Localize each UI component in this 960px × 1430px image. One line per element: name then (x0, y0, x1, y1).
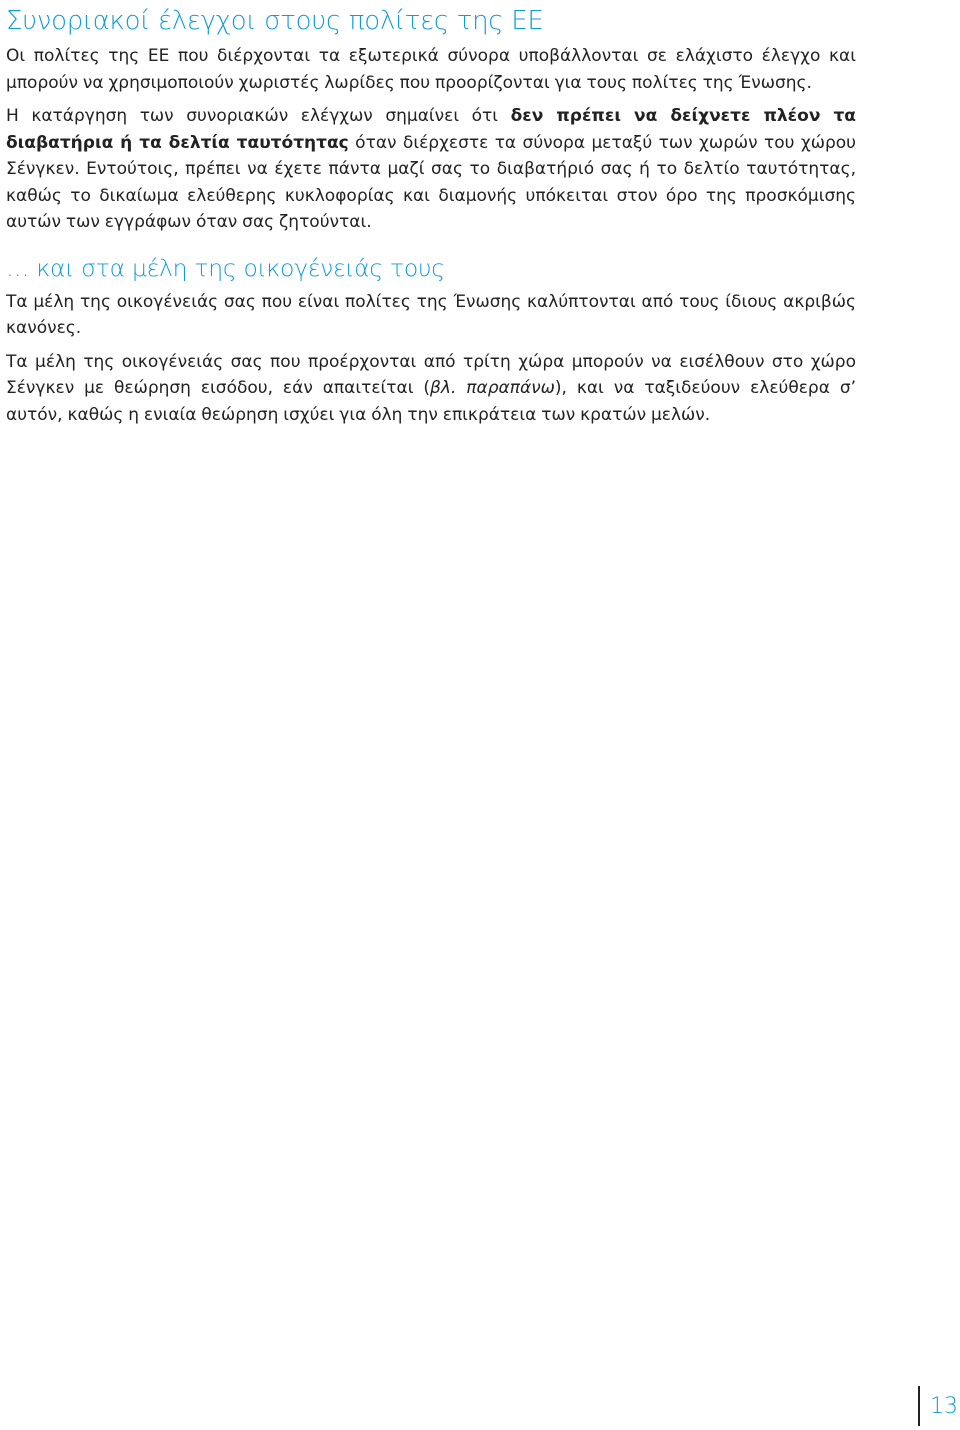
page-number: 13 (930, 1394, 958, 1419)
paragraph-third-country-family-members (6, 349, 856, 429)
page-number-box (918, 1386, 958, 1426)
document-page (6, 0, 856, 428)
paragraph-eu-family-members: Τα μέλη της οικογένειάς σας που είναι πολίτες της Ένωσης καλύπτονται από τους ίδιους ακριβώς κανόνες. (6, 291, 856, 338)
italic-see-above: βλ. παραπάνω (430, 378, 555, 398)
paragraph-minimum-checks: Οι πολίτες της ΕΕ που διέρχονται τα εξωτερικά σύνορα υποβάλλονται σε ελάχιστο έλεγχο και μπορούν να χρησιμοποιούν χωριστές λωρίδες που προορίζονται για τους πολίτες της Ένωσης. (6, 46, 856, 93)
paragraph-abolition-of-checks (6, 103, 856, 236)
section-heading-border-checks: Συνοριακοί έλεγχοι στους πολίτες της ΕΕ (6, 6, 544, 36)
bold-no-passport-needed: δεν πρέπει να δείχνετε πλέον τα διαβατήρια ή τα δελτία ταυτότητας (6, 106, 856, 153)
paragraph-text-before-bold: Η κατάργηση των συνοριακών ελέγχων σημαίνει ότι (6, 106, 511, 126)
paragraph-text-after-bold: όταν διέρχεστε τα σύνορα μεταξύ των χωρών του χώρου Σένγκεν. Εντούτοις, πρέπει να έχετε πάντα μαζί σας το διαβατήριό σας ή το δελτίο ταυτότητας, καθώς το δικαίωμα ελεύθερης κυκλοφορίας και διαμονής υπόκειται στον όρο της προσκόμισης αυτών των εγγράφων όταν σας ζητούνται. (6, 132, 856, 232)
paragraph-text-before-italic: Τα μέλη της οικογένειάς σας που προέρχονται από τρίτη χώρα μπορούν να εισέλθουν στο χώρο Σένγκεν με θεώρηση εισόδου, εάν απαιτείται ( (6, 351, 856, 398)
section-heading-family-members: … και στα μέλη της οικογένειάς τους (6, 253, 445, 282)
paragraph-text-after-italic: ), και να ταξιδεύουν ελεύθερα σ’ αυτόν, καθώς η ενιαία θεώρηση ισχύει για όλη την επικράτεια των κρατών μελών. (6, 378, 857, 425)
